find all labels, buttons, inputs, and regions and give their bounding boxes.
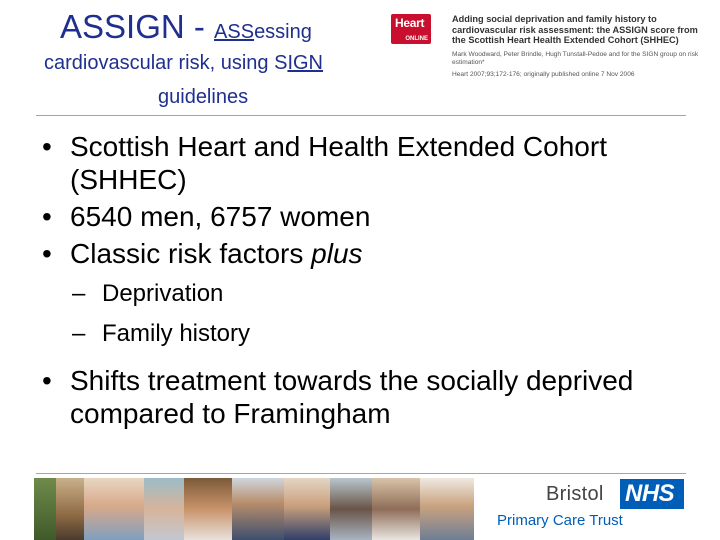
slide-title <box>0 0 440 115</box>
photo-tile <box>56 478 84 540</box>
bullet-text: Scottish Heart and Health Extended Cohort (SHHEC) <box>70 131 607 195</box>
bullet-item: • Shifts treatment towards the socially deprived compared to Framingham <box>42 365 634 429</box>
photo-tile <box>372 478 420 540</box>
photo-tile <box>232 478 284 540</box>
bullet-emphasis: plus <box>311 238 363 269</box>
title-line-1 <box>60 8 312 46</box>
bullet-list <box>40 130 660 434</box>
sub-bullet-text: Family history <box>102 320 251 347</box>
nhs-logo-text: NHS <box>625 480 675 507</box>
title-line-3: guidelines <box>158 86 249 108</box>
photo-tile <box>184 478 232 540</box>
bullet-text: Classic risk factors <box>70 238 312 269</box>
heart-logo-sub: ONLINE <box>405 36 428 42</box>
bristol-wordmark: Bristol <box>546 483 604 505</box>
paper-reference <box>452 14 714 79</box>
paper-authors: Mark Woodward, Peter Brindle, Hugh Tunstall-Pedoe and for the SIGN group on risk estimation* <box>452 50 699 66</box>
photo-tile <box>284 478 330 540</box>
title-ass: ASS <box>214 21 255 43</box>
nhs-logo <box>620 479 684 509</box>
paper-citation: Heart 2007;93;172-176; originally published online 7 Nov 2006 <box>452 70 635 78</box>
photo-tile <box>84 478 144 540</box>
bullet-item: • 6540 men, 6757 women <box>42 201 371 232</box>
title-assign: ASSIGN <box>60 8 185 45</box>
title-sign: IGN <box>287 52 323 74</box>
title-dash: - <box>184 8 215 45</box>
footer-divider <box>36 473 686 474</box>
photo-tile <box>330 478 372 540</box>
photo-tile <box>420 478 474 540</box>
paper-title: Adding social deprivation and family history to cardiovascular risk assessment: the ASSIGN score from the Scottish Heart Health Extended Cohort (SHHEC) <box>452 14 698 45</box>
bullet-item: • Scottish Heart and Health Extended Cohort (SHHEC) <box>42 131 607 195</box>
header-divider <box>36 115 686 116</box>
title-line2-text: cardiovascular risk, using S <box>44 52 288 74</box>
photo-tile <box>34 478 56 540</box>
title-line-2 <box>44 52 323 75</box>
title-essing: essing <box>254 21 312 43</box>
heart-online-logo <box>391 14 431 44</box>
sub-bullet-item: – Family history <box>72 320 251 347</box>
sub-bullet-text: Deprivation <box>102 280 224 307</box>
bullet-text: 6540 men, 6757 women <box>70 201 371 232</box>
sub-bullet-item: – Deprivation <box>72 280 224 307</box>
photo-tile <box>144 478 184 540</box>
heart-logo-word: Heart <box>395 16 425 30</box>
people-photo-strip <box>34 478 474 540</box>
primary-care-trust-label: Primary Care Trust <box>497 512 623 529</box>
bullet-item: • Classic risk factors plus <box>42 238 363 269</box>
bullet-text: Shifts treatment towards the socially deprived compared to Framingham <box>70 365 634 429</box>
